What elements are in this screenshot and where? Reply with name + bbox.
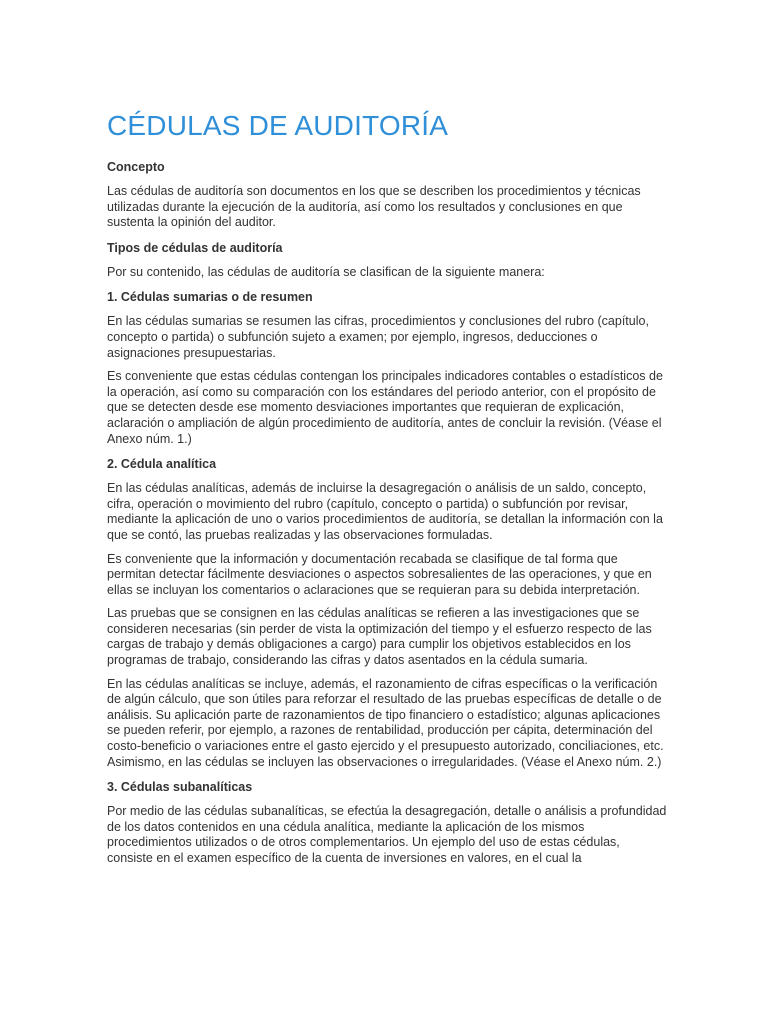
section-heading-concepto: Concepto	[107, 160, 165, 174]
section-heading-analitica: 2. Cédula analítica	[107, 457, 217, 472]
paragraph: En las cédulas sumarias se resumen las cifras, procedimientos y conclusiones del rubro (capítulo, concepto o partida) o subfunción sujeto a examen; por ejemplo, ingresos, deducciones o asignaciones presupuestarias.	[107, 314, 649, 360]
section-heading-tipos: Tipos de cédulas de auditoría	[107, 240, 283, 255]
paragraph: Es conveniente que estas cédulas contengan los principales indicadores contables o estadísticos de la operación, así como su comparación con los estándares del periodo anterior, con el propósito de que se detecten desde ese momento desviaciones importantes que requieran de explicación, aclaración o ampliación de algún procedimiento de auditoría, antes de concluir la revisión. (Véase el Anexo núm. 1.)	[107, 369, 663, 446]
section-heading-subanaliticas: 3. Cédulas subanalíticas	[107, 780, 253, 795]
paragraph: Las pruebas que se consignen en las cédulas analíticas se refieren a las investigaciones que se consideren necesarias (sin perder de vista la optimización del tiempo y el esfuerzo respecto de las cargas de trabajo y demás obligaciones a cargo) para cumplir los objetivos establecidos en los programas de trabajo, considerando las cifras y datos asentados en la cédula sumaria.	[107, 606, 652, 668]
paragraph: Es conveniente que la información y documentación recabada se clasifique de tal forma que permitan detectar fácilmente desviaciones o aspectos sobresalientes de las operaciones, y que en ellas se incluyan los comentarios o aclaraciones que se requieran para su debida interpretación.	[107, 551, 652, 597]
paragraph: En las cédulas analíticas se incluye, además, el razonamiento de cifras específicas o la verificación de algún cálculo, que son útiles para reforzar el resultado de las pruebas específicas de detalle o de análisis. Su aplicación parte de razonamientos de tipo financiero o estadístico; algunas aplicaciones se pueden referir, por ejemplo, a razones de rentabilidad, producción per cápita, determinación del costo-beneficio o variaciones entre el gasto ejercido y el presupuesto autorizado, conciliaciones, etc. Asimismo, en las cédulas se incluyen las observaciones o irregularidades. (Véase el Anexo núm. 2.)	[107, 676, 664, 769]
paragraph: Las cédulas de auditoría son documentos en los que se describen los procedimientos y técnicas utilizadas durante la ejecución de la auditoría, así como los resultados y conclusiones en que sustenta la opinión del auditor.	[107, 184, 641, 230]
paragraph: En las cédulas analíticas, además de incluirse la desagregación o análisis de un saldo, concepto, cifra, operación o movimiento del rubro (capítulo, concepto o partida) o subfunción por revisar, mediante la aplicación de uno o varios procedimientos de auditoría, se detallan la información con la que se contó, las pruebas realizadas y las observaciones formuladas.	[107, 481, 663, 542]
section-heading-sumarias: 1. Cédulas sumarias o de resumen	[107, 290, 313, 305]
document-title: CÉDULAS DE AUDITORÍA	[107, 110, 449, 141]
paragraph: Por su contenido, las cédulas de auditoría se clasifican de la siguiente manera:	[107, 264, 545, 279]
paragraph: Por medio de las cédulas subanalíticas, se efectúa la desagregación, detalle o análisis a profundidad de los datos contenidos en una cédula analítica, mediante la aplicación de los mismos procedimientos utilizados o de otros complementarios. Un ejemplo del uso de estas cédulas, consiste en el examen específico de la cuenta de inversiones en valores, en el cual la	[107, 804, 667, 865]
